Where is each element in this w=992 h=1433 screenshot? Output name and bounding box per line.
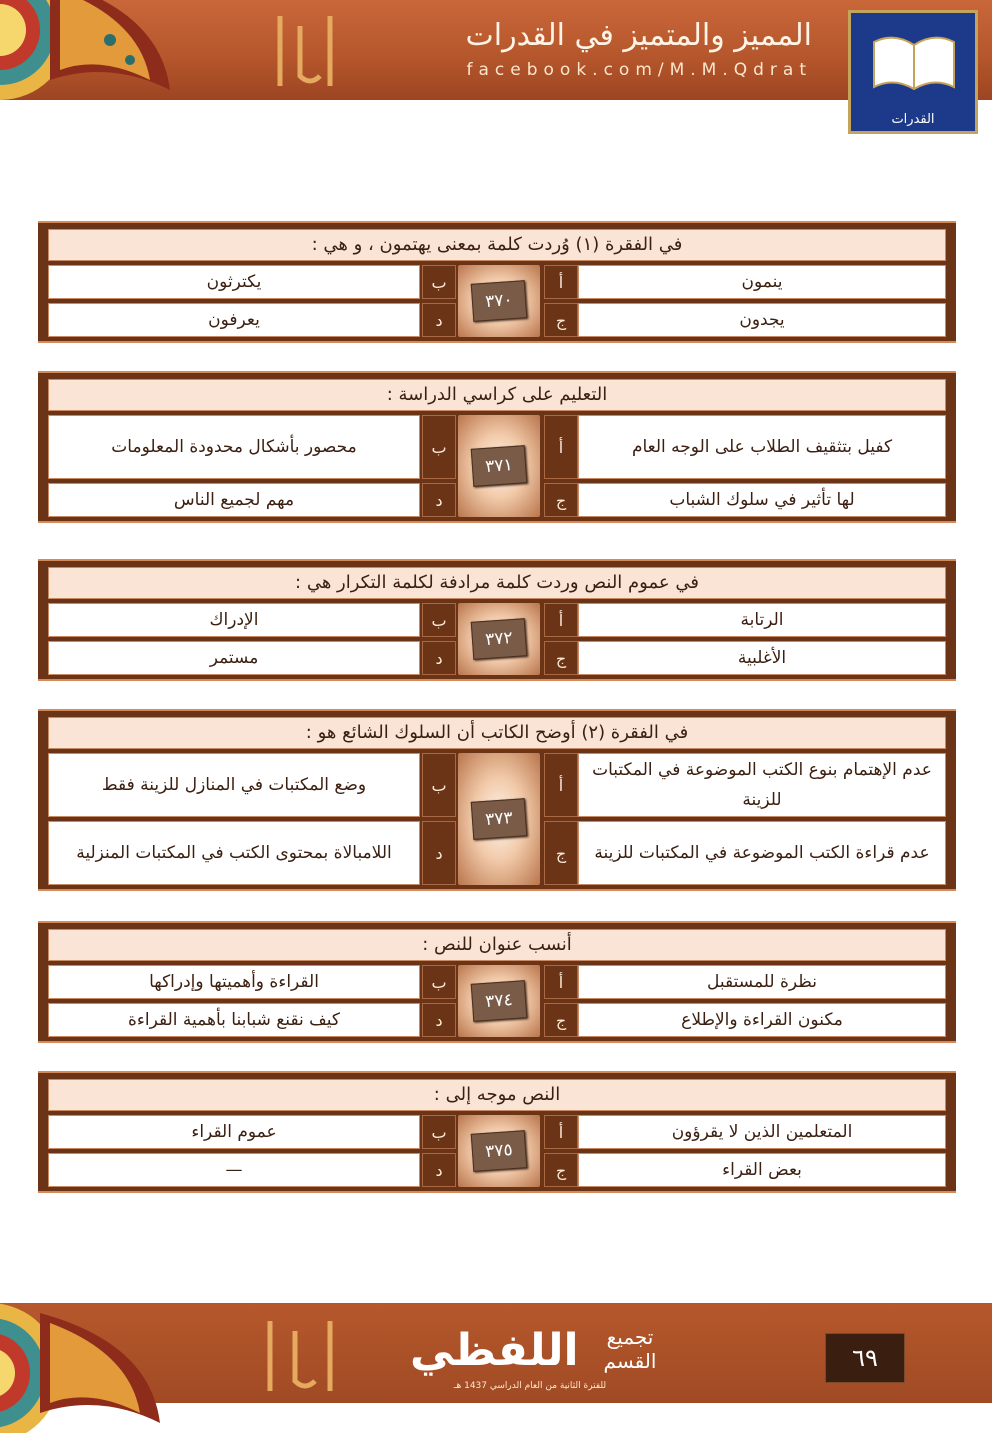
option-letter: أ — [544, 415, 578, 479]
option-letter: ب — [422, 265, 456, 299]
option-letter: د — [422, 641, 456, 675]
option-letter: د — [422, 483, 456, 517]
page-footer — [0, 1303, 992, 1403]
answer-option[interactable] — [48, 965, 420, 999]
answer-option[interactable] — [578, 965, 946, 999]
question-number-badge — [458, 265, 540, 337]
book-icon — [869, 27, 959, 97]
question-number: ٣٧٢ — [471, 618, 528, 660]
question-number: ٣٧٣ — [471, 798, 528, 840]
question-stem: في الفقرة (٢) أوضح الكاتب أن السلوك الشائع هو : — [48, 717, 946, 749]
option-letter: ج — [544, 641, 578, 675]
answer-option-text: الإدراك — [209, 610, 259, 630]
site-url: facebook.com/M.M.Qdrat — [466, 60, 812, 80]
decorative-pattern-icon — [0, 1293, 190, 1433]
answer-option-text: مهم لجميع الناس — [173, 490, 295, 510]
answer-option-text: المتعلمين الذين لا يقرؤون — [671, 1122, 853, 1142]
answer-option[interactable] — [578, 1115, 946, 1149]
question-number-badge — [458, 415, 540, 517]
question-number-badge — [458, 965, 540, 1037]
answer-option[interactable] — [48, 603, 420, 637]
question-block — [38, 709, 956, 891]
site-title: المميز والمتميز في القدرات — [465, 18, 812, 53]
option-letter: أ — [544, 265, 578, 299]
option-letter: ج — [544, 303, 578, 337]
calligraphy-icon — [270, 6, 350, 96]
option-letter: ب — [422, 753, 456, 817]
question-block — [38, 371, 956, 523]
answer-option-text: ينمون — [741, 272, 783, 292]
question-number-badge — [458, 603, 540, 675]
answer-option-text: مستمر — [209, 648, 259, 668]
question-number: ٣٧٥ — [471, 1130, 528, 1172]
answer-option-text: وضع المكتبات في المنازل للزينة فقط — [101, 775, 367, 795]
question-number: ٣٧٠ — [471, 280, 528, 322]
answer-option[interactable] — [48, 265, 420, 299]
brand-side-line-1: تجميع — [606, 1325, 654, 1349]
answer-option[interactable] — [48, 483, 420, 517]
answer-option-text: يكترثون — [206, 272, 262, 292]
answer-option[interactable] — [48, 415, 420, 479]
footer-brand — [410, 1323, 670, 1393]
answer-option[interactable] — [578, 303, 946, 337]
question-number: ٣٧١ — [471, 445, 528, 487]
question-stem: النص موجه إلى : — [48, 1079, 946, 1111]
brand-side-label — [590, 1325, 670, 1373]
answer-option[interactable] — [578, 265, 946, 299]
page-number: ٦٩ — [825, 1333, 905, 1383]
option-letter: ج — [544, 821, 578, 885]
answer-option-text: نظرة للمستقبل — [707, 972, 817, 992]
option-letter: د — [422, 303, 456, 337]
option-letter: د — [422, 821, 456, 885]
question-block — [38, 921, 956, 1043]
answer-option-text: لها تأثير في سلوك الشباب — [669, 490, 855, 510]
option-letter: ج — [544, 1153, 578, 1187]
option-letter: ب — [422, 965, 456, 999]
option-letter: أ — [544, 965, 578, 999]
answer-option[interactable] — [48, 1003, 420, 1037]
answer-option-text: يجدون — [739, 310, 785, 330]
question-number: ٣٧٤ — [471, 980, 528, 1022]
answer-option-text: القراءة وأهميتها وإدراكها — [149, 972, 319, 992]
answer-option-text: بعض القراء — [722, 1160, 802, 1180]
option-letter: د — [422, 1003, 456, 1037]
answer-option-text: — — [225, 1160, 243, 1180]
answer-option-text: كيف نقنع شبابنا بأهمية القراءة — [128, 1010, 340, 1030]
answer-option[interactable] — [48, 303, 420, 337]
brand-subtitle: للفترة الثانية من العام الدراسي 1437 هـ — [453, 1381, 607, 1391]
answer-option[interactable] — [578, 1153, 946, 1187]
question-stem: أنسب عنوان للنص : — [48, 929, 946, 961]
option-letter: ج — [544, 1003, 578, 1037]
answer-option-text: عموم القراء — [191, 1122, 277, 1142]
answer-option-text: يعرفون — [208, 310, 260, 330]
answer-option-text: الأغلبية — [737, 648, 787, 668]
question-stem: في عموم النص وردت كلمة مرادفة لكلمة التكرار هي : — [48, 567, 946, 599]
answer-option[interactable] — [578, 603, 946, 637]
answer-option[interactable] — [578, 483, 946, 517]
option-letter: أ — [544, 753, 578, 817]
option-letter: ب — [422, 603, 456, 637]
option-letter: أ — [544, 603, 578, 637]
answer-option[interactable] — [48, 753, 420, 817]
question-block — [38, 559, 956, 681]
decorative-pattern-icon — [0, 0, 210, 120]
question-block — [38, 1071, 956, 1193]
answer-option[interactable] — [578, 1003, 946, 1037]
answer-option-text: اللامبالاة بمحتوى الكتب في المكتبات المنزلية — [76, 843, 392, 863]
site-logo — [848, 10, 978, 134]
answer-option-text: مكنون القراءة والإطلاع — [681, 1010, 843, 1030]
calligraphy-icon — [260, 1311, 350, 1401]
option-letter: ج — [544, 483, 578, 517]
answer-option[interactable] — [578, 641, 946, 675]
option-letter: د — [422, 1153, 456, 1187]
answer-option[interactable] — [48, 1115, 420, 1149]
answer-option-text: محصور بأشكال محدودة المعلومات — [111, 437, 357, 457]
question-stem: في الفقرة (١) وُردت كلمة بمعنى يهتمون ، و هي : — [48, 229, 946, 261]
brand-side-line-2: القسم — [603, 1349, 657, 1373]
answer-option-text: عدم الإهتمام بنوع الكتب الموضوعة في المكتبات للزينة — [592, 760, 932, 810]
question-block — [38, 221, 956, 343]
answer-option[interactable] — [578, 753, 946, 817]
page-header — [0, 0, 992, 127]
logo-label: القدرات — [891, 112, 935, 127]
answer-option[interactable] — [48, 1153, 420, 1187]
question-stem: التعليم على كراسي الدراسة : — [48, 379, 946, 411]
answer-option[interactable] — [578, 821, 946, 885]
answer-option-text: عدم قراءة الكتب الموضوعة في المكتبات للزينة — [594, 843, 930, 863]
answer-option[interactable] — [48, 641, 420, 675]
question-number-badge — [458, 1115, 540, 1187]
answer-option-text: الرتابة — [740, 610, 784, 630]
question-number-badge — [458, 753, 540, 885]
answer-option-text: كفيل بتثقيف الطلاب على الوجه العام — [631, 437, 893, 457]
answer-option[interactable] — [48, 821, 420, 885]
brand-title: اللفظي — [410, 1325, 579, 1376]
option-letter: ب — [422, 1115, 456, 1149]
option-letter: ب — [422, 415, 456, 479]
answer-option[interactable] — [578, 415, 946, 479]
option-letter: أ — [544, 1115, 578, 1149]
